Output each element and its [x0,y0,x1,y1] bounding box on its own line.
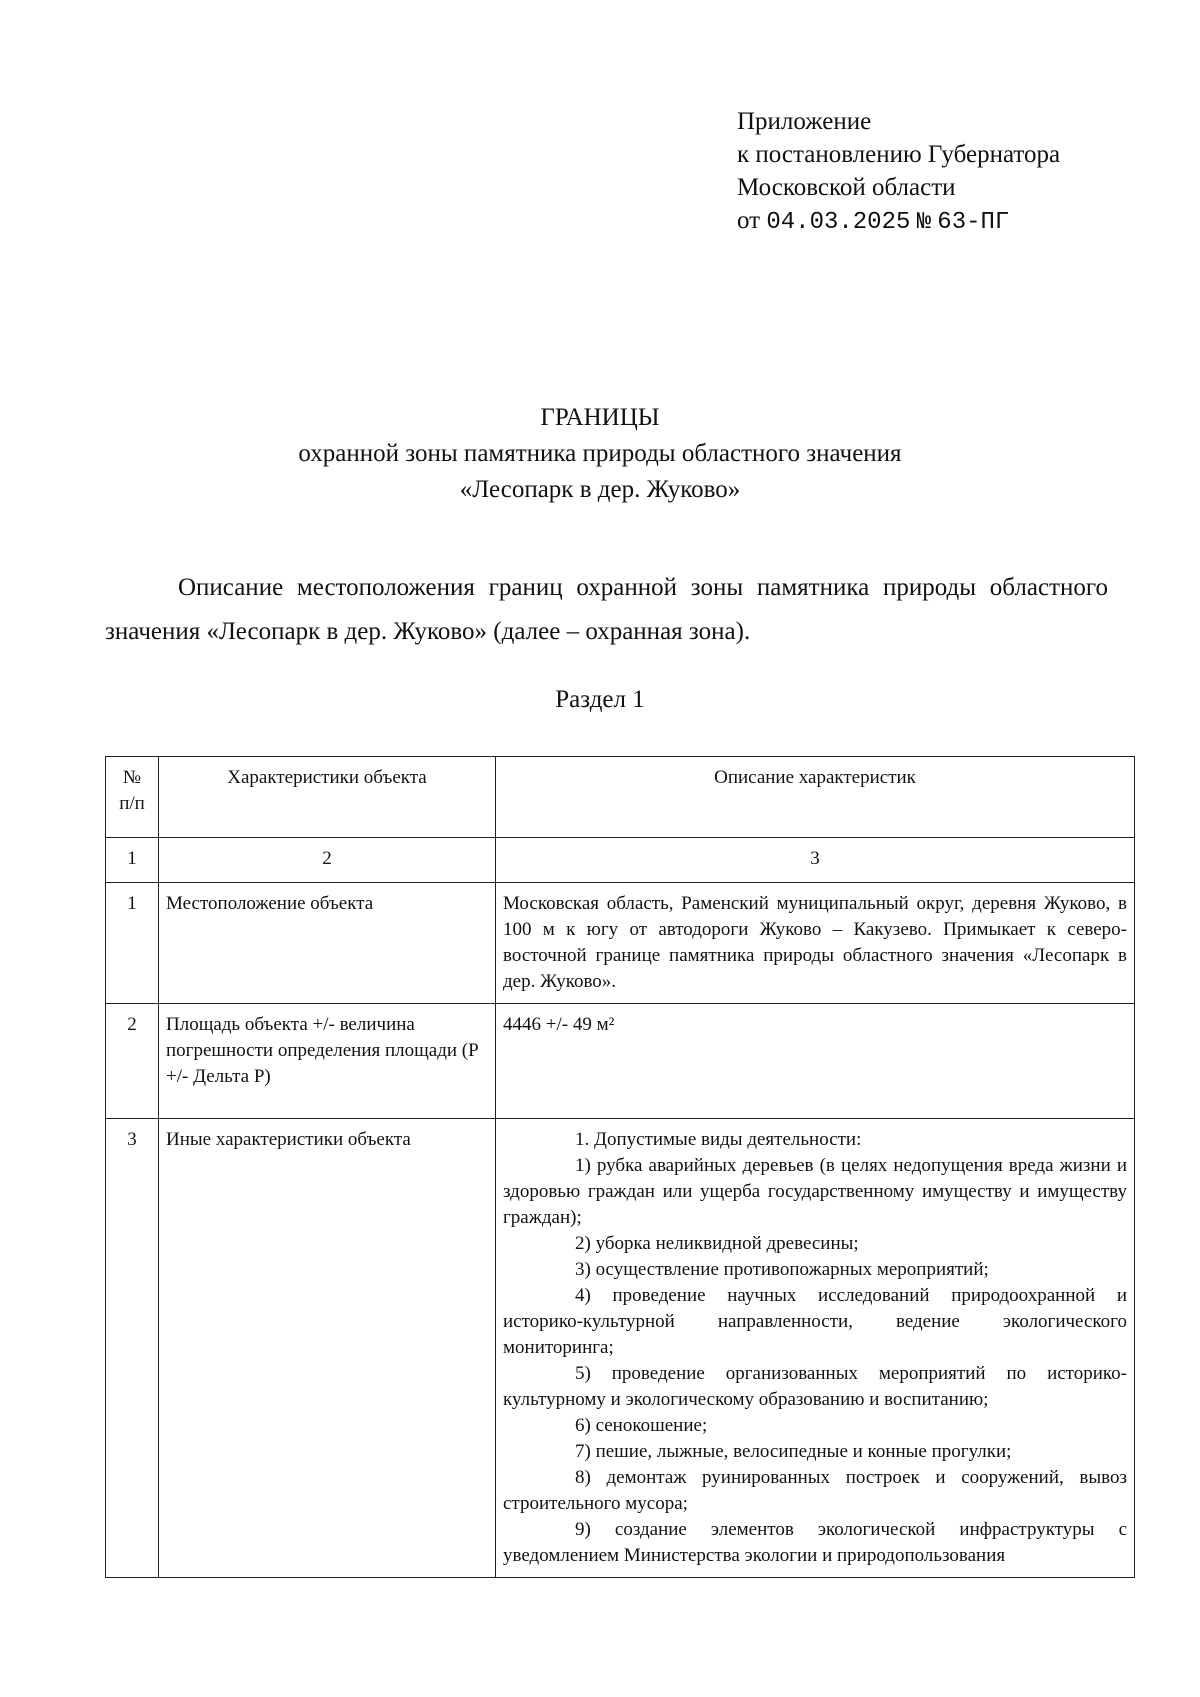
column-number: 1 [106,838,159,883]
date-prefix: от [737,207,761,234]
characteristics-table [105,756,1135,1578]
row-number: 2 [106,1004,159,1119]
column-number: 3 [496,838,1135,883]
row-description: Московская область, Раменский муниципальный округ, деревня Жуково, в 100 м к югу от автодороги Жуково – Какузево. Примыкает к северо-восточной границе памятника природы областного значения «Лесопарк в дер. Жуково». [496,883,1135,1004]
list-item: 2) уборка неликвидной древесины; [575,1233,859,1254]
section-title: Раздел 1 [555,686,645,713]
appendix-line-1: Приложение [737,108,872,135]
table-row [106,1119,1135,1578]
title-line-2: охранной зоны памятника природы областного значения [298,440,902,467]
list-item: 4) проведение научных исследований природоохранной и историко-культурной направленности, ведение экологического мониторинга; [503,1285,1127,1358]
appendix-line-3: Московской области [737,174,956,201]
header-number: № п/п [106,757,159,838]
title-line-3: «Лесопарк в дер. Жуково» [459,476,741,503]
header-characteristics: Характеристики объекта [159,757,496,838]
row-number: 3 [106,1119,159,1578]
appendix-date-line [737,204,1060,239]
appendix-line-2: к постановлению Губернатора [737,141,1061,168]
list-item: 7) пешие, лыжные, велосипедные и конные прогулки; [575,1441,1012,1462]
document-title [0,400,1200,508]
list-item: 8) демонтаж руинированных построек и сооружений, вывоз строительного мусора; [503,1467,1127,1514]
list-item: 1) рубка аварийных деревьев (в целях недопущения вреда жизни и здоровью граждан или ущерба государственному имуществу и имуществу граждан); [503,1155,1127,1228]
list-item: 1. Допустимые виды деятельности: [575,1129,862,1150]
table-header-row [106,757,1135,838]
column-number: 2 [159,838,496,883]
decree-date: 04.03.2025 [766,209,911,236]
row-name: Местоположение объекта [159,883,496,1004]
header-description: Описание характеристик [496,757,1135,838]
list-item: 6) сенокошение; [575,1415,708,1436]
row-name: Иные характеристики объекта [159,1119,496,1578]
list-item: 5) проведение организованных мероприятий по историко-культурному и экологическому образованию и воспитанию; [503,1363,1127,1410]
list-item: 9) создание элементов экологической инфраструктуры с уведомлением Министерства экологии и природопользования [503,1519,1127,1566]
number-sign: № [916,209,932,236]
row-name: Площадь объекта +/- величина погрешности определения площади (P +/- Дельта P) [159,1004,496,1119]
row-description-list [496,1119,1135,1578]
list-item: 3) осуществление противопожарных мероприятий; [575,1259,989,1280]
row-number: 1 [106,883,159,1004]
title-main: ГРАНИЦЫ [540,404,660,431]
decree-number: 63-ПГ [937,209,1010,236]
row-description: 4446 +/- 49 м² [496,1004,1135,1119]
intro-paragraph: Описание местоположения границ охранной зоны памятника природы областного значения «Лесопарк в дер. Жуково» (далее – охранная зона). [105,574,1108,645]
appendix-header [737,105,1060,239]
table-row [106,1004,1135,1119]
table-row [106,883,1135,1004]
column-number-row [106,838,1135,883]
